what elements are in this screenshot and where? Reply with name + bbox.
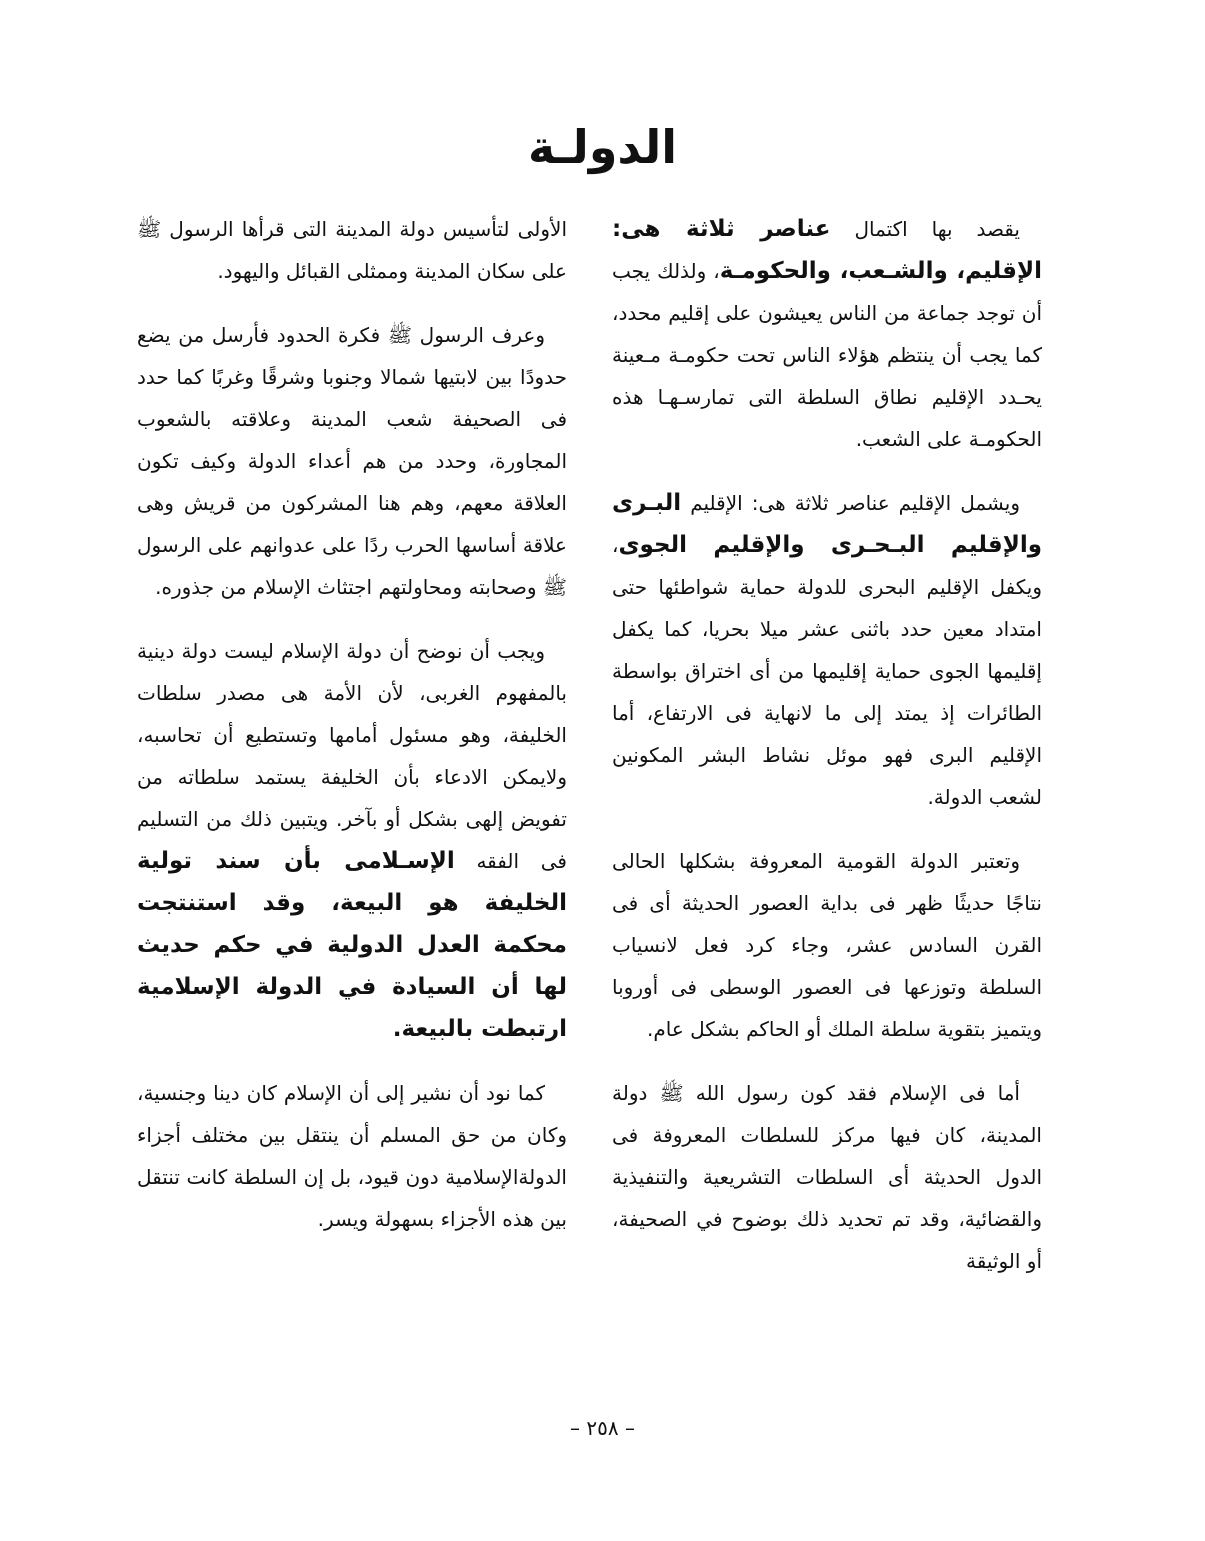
- text-run: وعرف الرسول ﷺ فكرة الحدود فأرسل من يضع حدودًا بين لابتيها شمالا وجنوبا وشرقًا وغربًا كما حدد فى الصحيفة شعب المدينة وعلاقته بالشعوب المجاورة، وحدد من هم أعداء الدولة وكيف تكون العلاقة معهم، وهم هنا المشركون من قريش وهى علاقة أساسها الحرب ردًا على عدوانهم على الرسول ﷺ وصحابته ومحاولتهم اجتثاث الإسلام من جذوره.: [137, 323, 567, 599]
- text-run: يقصد بها اكتمال: [830, 217, 1020, 241]
- paragraph: [137, 314, 567, 608]
- paragraph: [137, 208, 567, 292]
- paragraph: [612, 482, 1042, 818]
- bold-text: الإسـلامى بأن سند تولية الخليفة هو البيعة، وقد استنتجت محكمة العدل الدولية في حكم حديث لها أن السيادة في الدولة الإسلامية ارتبطت بالبيعة.: [137, 848, 567, 1042]
- bold-text: البـرى والإقليم البـحـرى والإقليم الجوى: [612, 490, 1042, 558]
- text-run: ويشمل الإقليم عناصر ثلاثة هى: الإقليم: [681, 491, 1020, 515]
- paragraph: [137, 630, 567, 1050]
- text-run: وتعتبر الدولة القومية المعروفة بشكلها الحالى نتاجًا حديثًا ظهر فى بداية العصور الحديثة أى فى القرن السادس عشر، وجاء كرد فعل لانسياب السلطة وتوزعها فى العصور الوسطى فى أوروبا ويتميز بتقوية سلطة الملك أو الحاكم بشكل عام.: [612, 849, 1042, 1041]
- paragraph: [137, 1072, 567, 1240]
- text-run: كما نود أن نشير إلى أن الإسلام كان دينا وجنسية، وكان من حق المسلم أن ينتقل بين مختلف أجزاء الدولةالإسلامية دون قيود، بل إن السلطة كانت تنتقل بين هذه الأجزاء بسهولة ويسر.: [137, 1081, 567, 1231]
- page-number: – ٢٥٨ –: [570, 1416, 635, 1440]
- text-run: ، ولذلك يجب أن توجد جماعة من الناس يعيشون على إقليم محدد، كما يجب أن ينتظم هؤلاء الناس تحت حكومـة مـعينة يحـدد الإقليم نطاق السلطة التى تمارسـهـا هذه الحكومـة على الشعب.: [612, 259, 1042, 451]
- text-run: الأولى لتأسيس دولة المدينة التى قرأها الرسول ﷺ على سكان المدينة وممثلى القبائل واليهود.: [137, 217, 567, 283]
- paragraph: [612, 840, 1042, 1050]
- bold-text: عناصر ثلاثة هى: الإقليم، والشـعب، والحكومـة: [612, 216, 1042, 284]
- paragraph: [612, 208, 1042, 460]
- page-title: الدولـة: [527, 120, 678, 174]
- left-column: [137, 208, 567, 1262]
- paragraph: [612, 1072, 1042, 1282]
- text-run: ، ويكفل الإقليم البحرى للدولة حماية شواطئها حتى امتداد معين حدد باثنى عشر ميلا بحريا، كما يكفل إقليمها الجوى حماية إقليمها من أى اختراق بواسطة الطائرات إذ يمتد إلى ما لانهاية فى الارتفاع، أما الإقليم البرى فهو موئل نشاط البشر المكونين لشعب الدولة.: [612, 533, 1042, 809]
- text-run: أما فى الإسلام فقد كون رسول الله ﷺ دولة المدينة، كان فيها مركز للسلطات المعروفة فى الدول الحديثة أى السلطات التشريعية والتنفيذية والقضائية، وقد تم تحديد ذلك بوضوح في الصحيفة، أو الوثيقة: [612, 1081, 1042, 1273]
- right-column: [612, 208, 1042, 1304]
- text-run: ويجب أن نوضح أن دولة الإسلام ليست دولة دينية بالمفهوم الغربى، لأن الأمة هى مصدر سلطات الخليفة، وهو مسئول أمامها وتستطيع أن تحاسبه، ولايمكن الادعاء بأن الخليفة يستمد سلطاته من تفويض إلهى بشكل أو بآخر. ويتبين ذلك من التسليم فى الفقه: [137, 639, 567, 873]
